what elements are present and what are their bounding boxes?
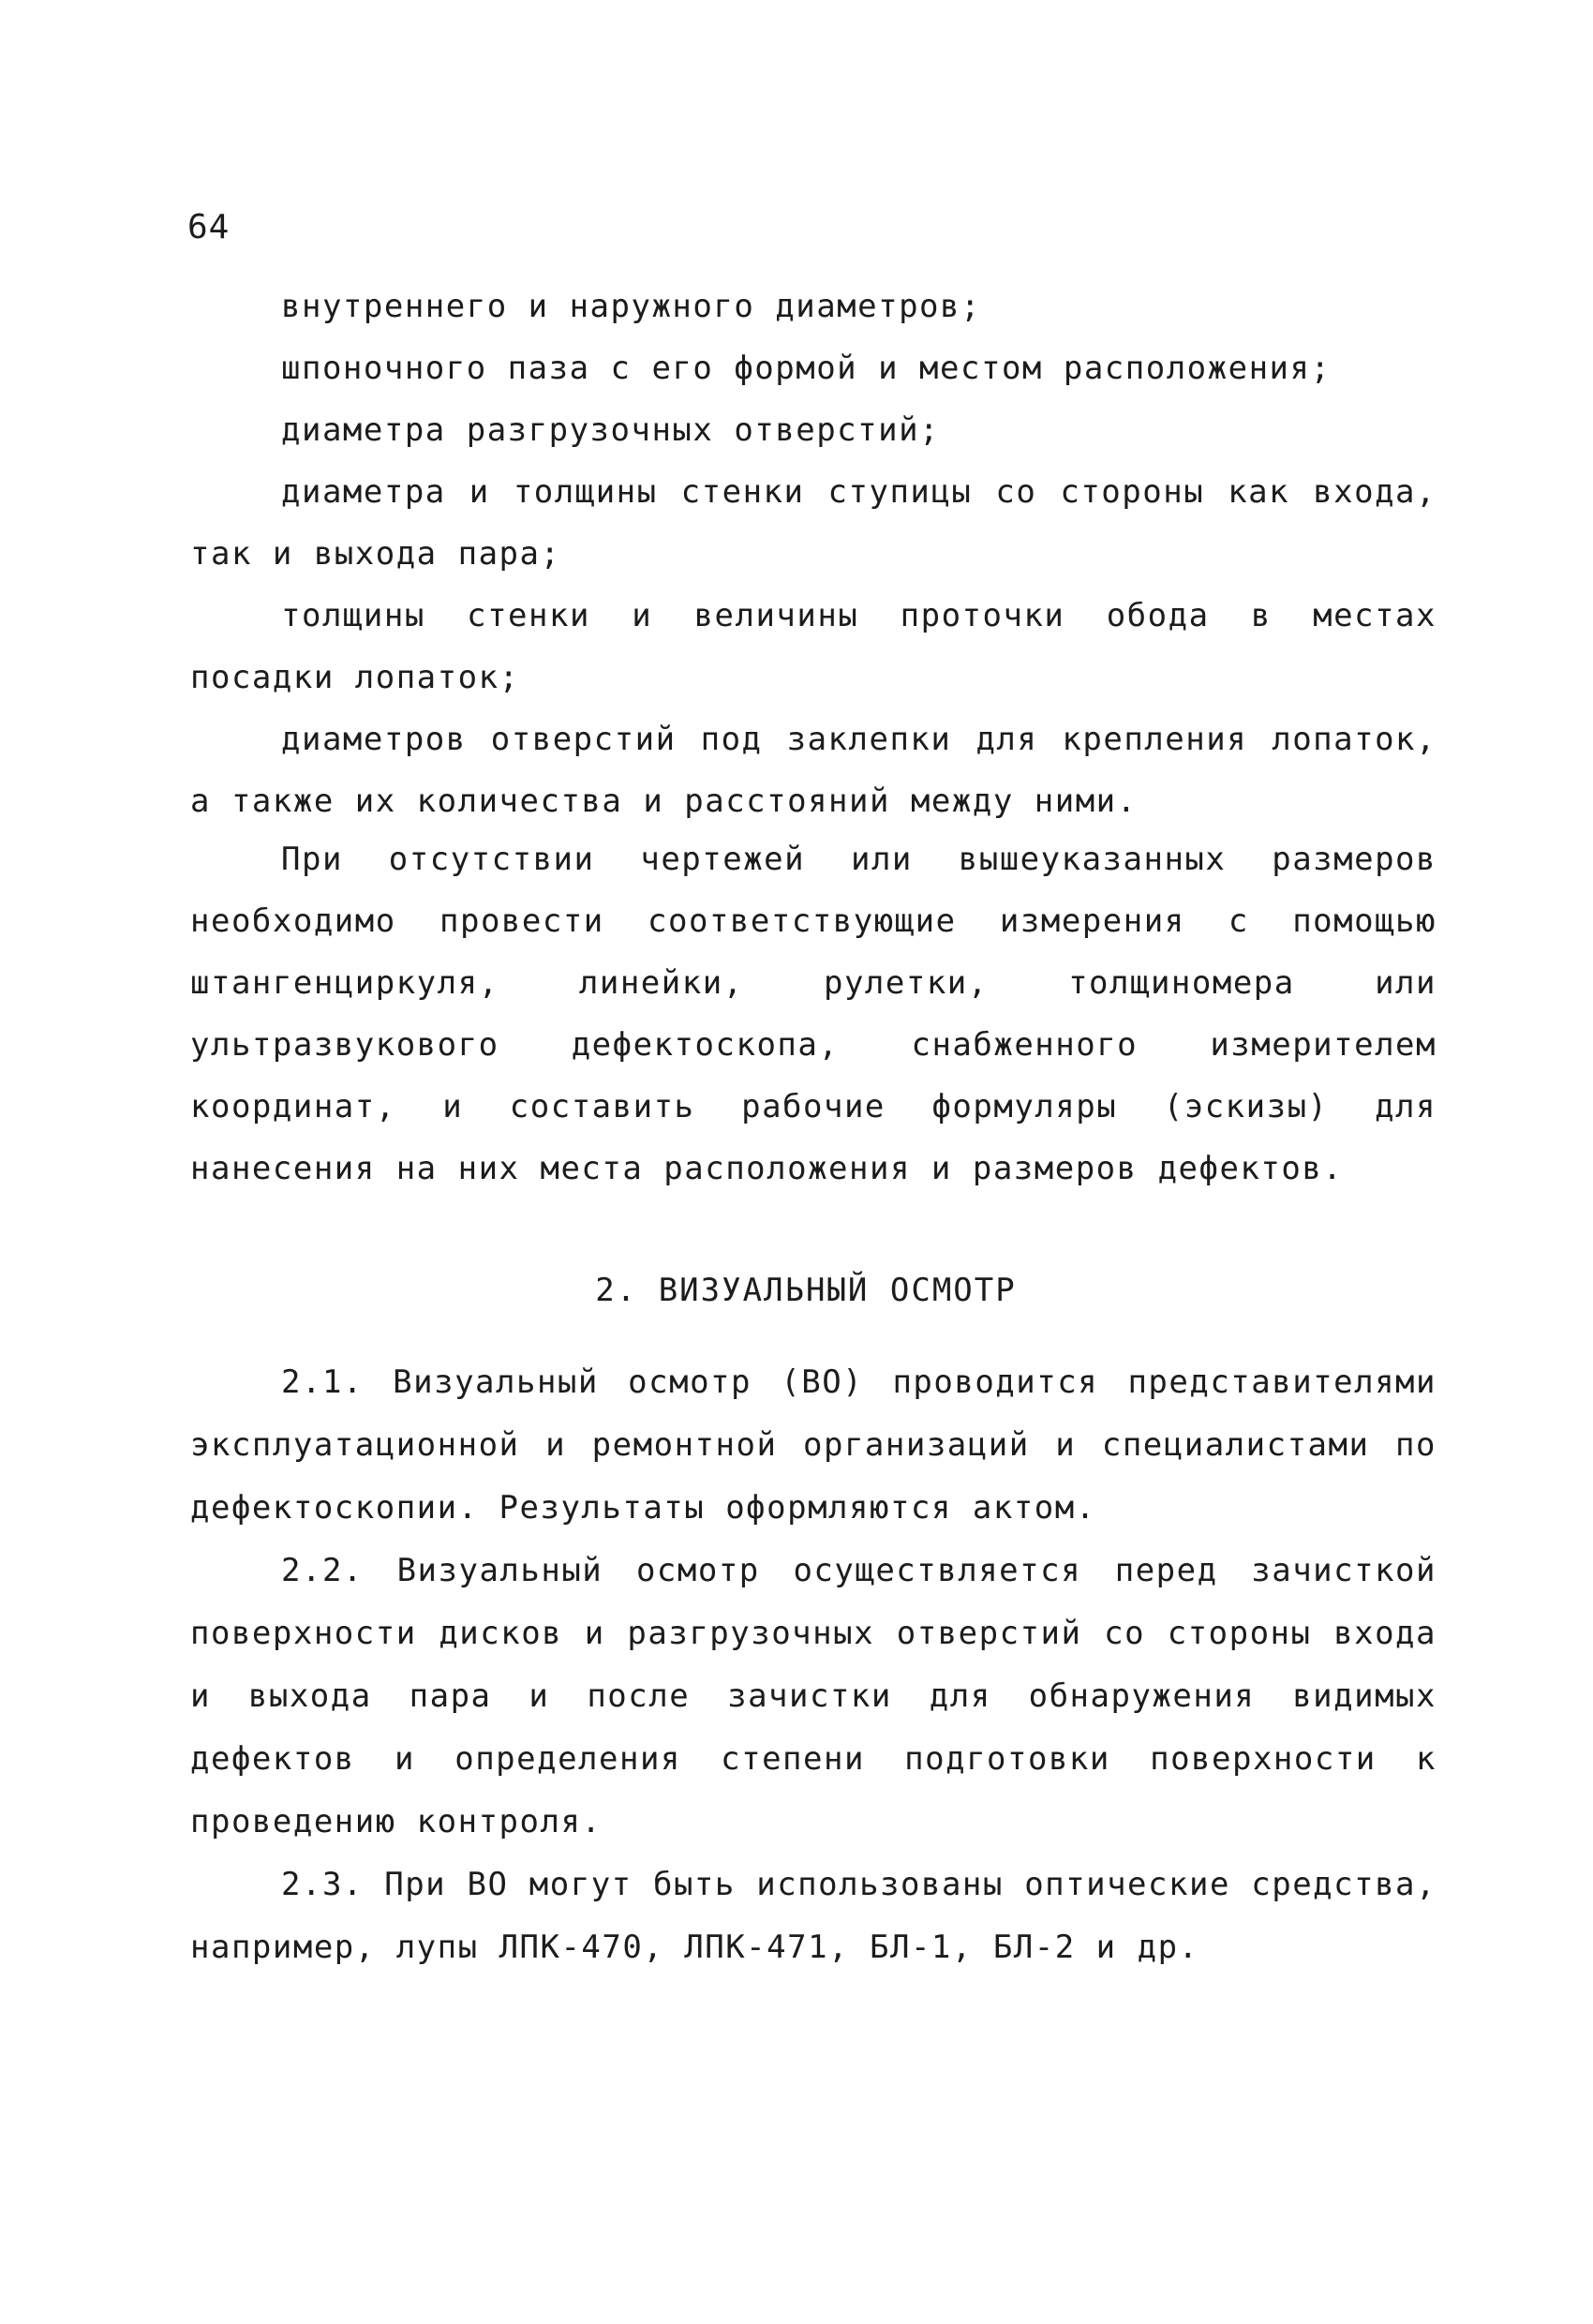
section-body xyxy=(190,1351,1437,1979)
section-paragraph: 2.2. Визуальный осмотр осуществляется перед зачисткой поверхности дисков и разгрузочных отверстий со стороны входа и выхода пара и после зачистки для обнаружения видимых дефектов и определения степени подготовки поверхности к проведению контроля. xyxy=(190,1552,1437,1840)
section-paragraph: 2.3. При ВО могут быть использованы оптические средства, например, лупы ЛПК-470, ЛПК-471, БЛ-1, БЛ-2 и др. xyxy=(190,1866,1437,1966)
list-item: диаметра разгрузочных отверстий; xyxy=(281,411,941,449)
list-item: диаметра и толщины стенки ступицы со стороны как входа, так и выхода пара; xyxy=(190,473,1437,573)
list-item: шпоночного паза с его формой и местом расположения; xyxy=(281,350,1332,387)
section-heading: 2. ВИЗУАЛЬНЫЙ ОСМОТР xyxy=(595,1272,1017,1309)
page-number: 64 xyxy=(187,208,231,246)
measurement-paragraph: При отсутствии чертежей или вышеуказанных размеров необходимо провести соответствующие измерения с помощью штангенциркуля, линейки, рулетки, толщиномера или ультразвукового дефектоскопа, снабженного измерителем координат, и составить рабочие формуляры (эскизы) для нанесения на них места расположения и размеров дефектов. xyxy=(190,841,1437,1187)
list-item: толщины стенки и величины проточки обода в местах посадки лопаток; xyxy=(190,597,1437,696)
list-item: диаметров отверстий под заклепки для крепления лопаток, а также их количества и расстояний между ними. xyxy=(190,721,1437,820)
section-paragraph: 2.1. Визуальный осмотр (ВО) проводится представителями эксплуатационной и ремонтной организаций и специалистами по дефектоскопии. Результаты оформляются актом. xyxy=(190,1363,1437,1527)
measurement-paragraph-block xyxy=(190,828,1437,1199)
dimension-list xyxy=(190,276,1437,832)
list-item: внутреннего и наружного диаметров; xyxy=(281,288,981,325)
